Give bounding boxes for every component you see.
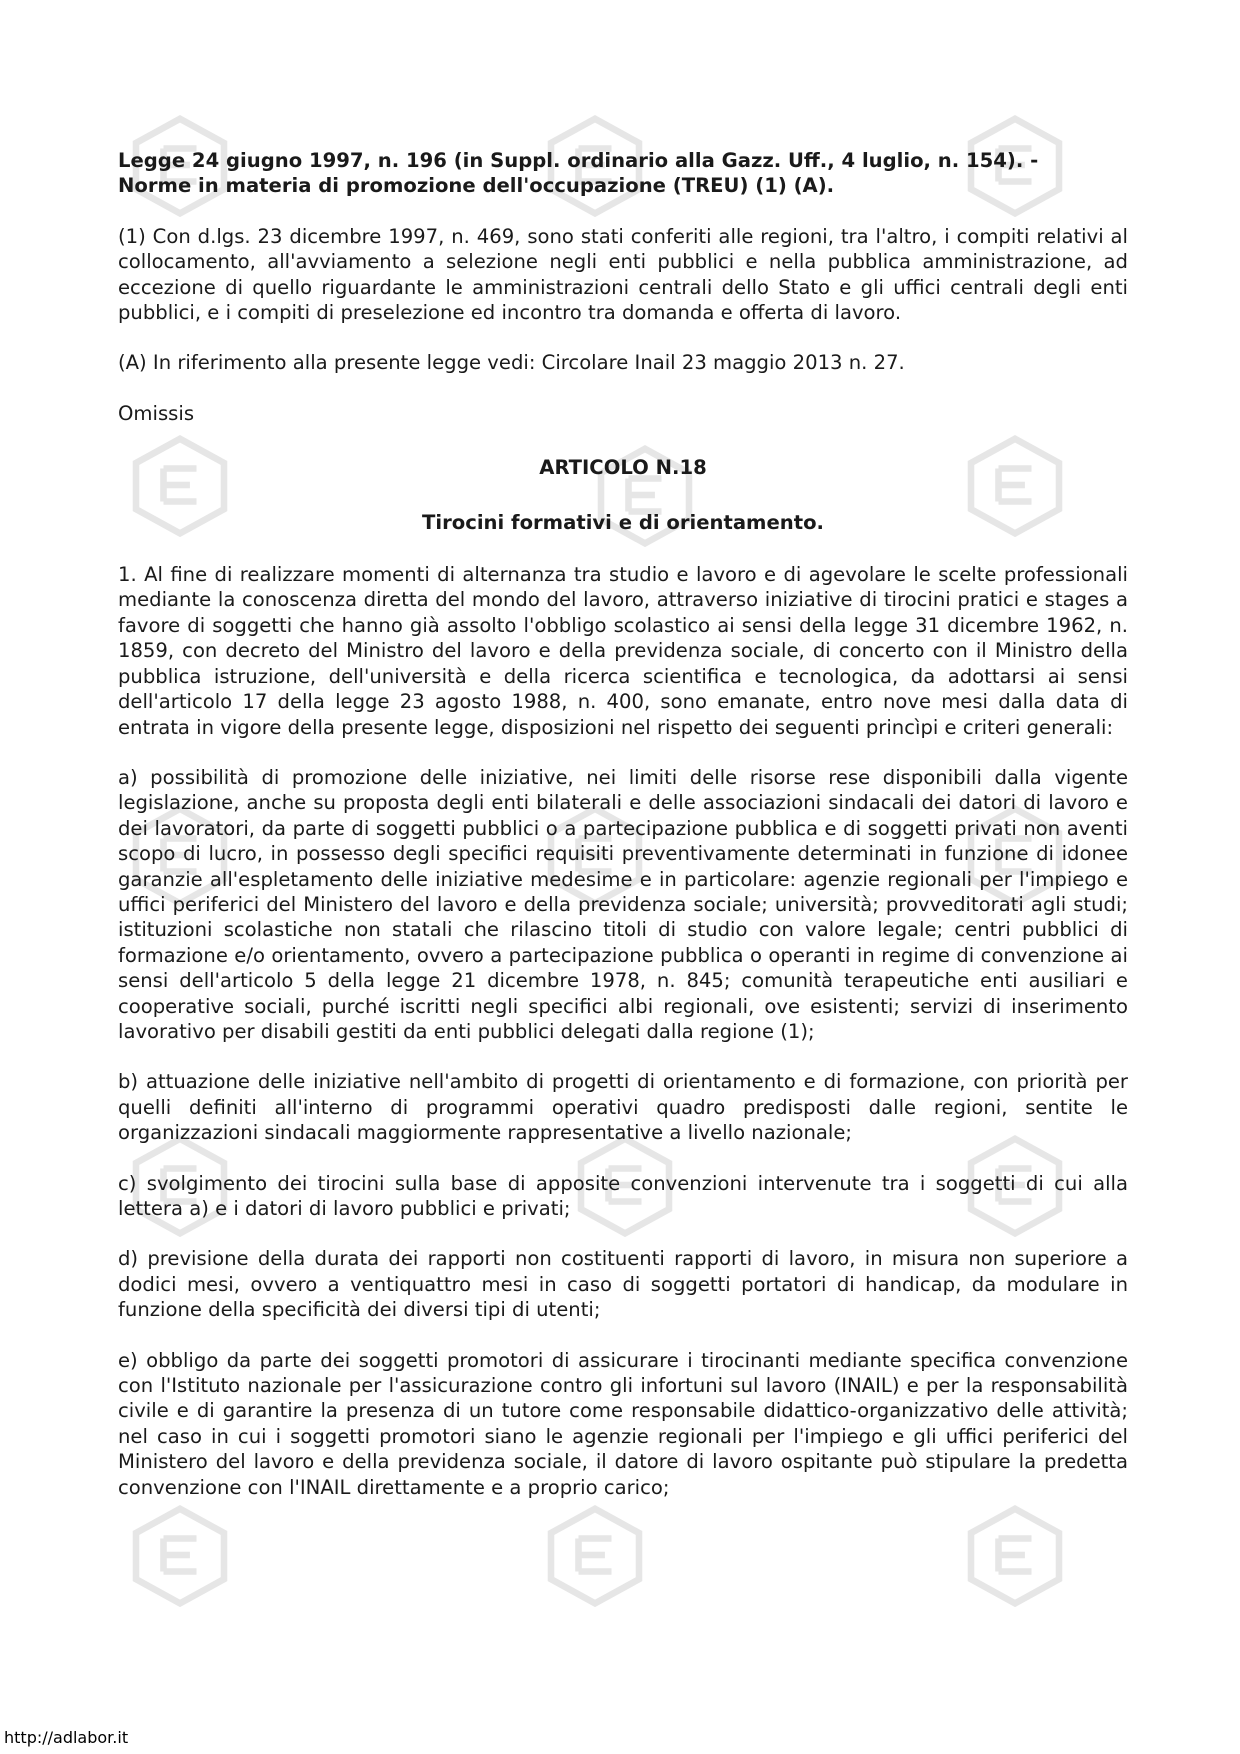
list-item-a: a) possibilità di promozione delle iniziative, nei limiti delle risorse rese disponibili dalla vigente legislazione, anche su proposta degli enti bilaterali e delle associazioni sindacali dei datori di lavoro e dei lavoratori, da parte di soggetti pubblici o a partecipazione pubblica e di soggetti privati non aventi scopo di lucro, in possesso degli specifici requisiti preventivamente determinati in funzione di idonee garanzie all'espletamento delle iniziative medesime e in particolare: agenzie regionali per l'impiego e uffici periferici del Ministero del lavoro e della previdenza sociale; università; provveditorati agli studi; istituzioni scolastiche non statali che rilascino titoli di studio con valore legale; centri pubblici di formazione e/o orientamento, ovvero a partecipazione pubblica o operanti in regime di convenzione ai sensi dell'articolo 5 della legge 21 dicembre 1978, n. 845; comunità terapeutiche enti ausiliari e cooperative sociali, purché iscritti negli specifici albi regionali, ove esistenti; servizi di inserimento lavorativo per disabili gestiti da enti pubblici delegati dalla regione (1); [118, 765, 1128, 1043]
article-paragraph-1: 1. Al fine di realizzare momenti di alternanza tra studio e lavoro e di agevolare le scelte professionali mediante la conoscenza diretta del mondo del lavoro, attraverso iniziative di tirocini pratici e stages a favore di soggetti che hanno già assolto l'obbligo scolastico ai sensi della legge 31 dicembre 1962, n. 1859, con decreto del Ministro del lavoro e della previdenza sociale, di concerto con il Ministro della pubblica istruzione, dell'università e della ricerca scientifica e tecnologica, da adottarsi ai sensi dell'articolo 17 della legge 23 agosto 1988, n. 400, sono emanate, entro nove mesi dalla data di entrata in vigore della presente legge, disposizioni nel rispetto dei seguenti princìpi e criteri generali: [118, 563, 1128, 739]
footnote-1: (1) Con d.lgs. 23 dicembre 1997, n. 469, sono stati conferiti alle regioni, tra l'altro, i compiti relativi al collocamento, all'avviamento a selezione negli enti pubblici e nella pubblica amministrazione, ad eccezione di quello riguardante le amministrazioni centrali dello Stato e gli uffici centrali degli enti pubblici, e i compiti di preselezione ed incontro tra domanda e offerta di lavoro. [118, 224, 1128, 325]
title-line-1: Legge 24 giugno 1997, n. 196 (in Suppl. ordinario alla Gazz. Uff., 4 luglio, n. 154). - [118, 149, 1039, 172]
article-subtitle: Tirocini formativi e di orientamento. [422, 510, 824, 534]
title-line-2: Norme in materia di promozione dell'occupazione (TREU) (1) (A). [118, 174, 835, 198]
list-item-b: b) attuazione delle iniziative nell'ambito di progetti di orientamento e di formazione, con priorità per quelli definiti all'interno di programmi operativi quadro predisposti dalle regioni, sentite le organizzazioni sindacali maggiormente rappresentative a livello nazionale; [118, 1070, 1128, 1145]
footnote-a: (A) In riferimento alla presente legge vedi: Circolare Inail 23 maggio 2013 n. 27. [118, 351, 905, 375]
footer-url[interactable]: http://adlabor.it [4, 1728, 129, 1747]
list-item-c: c) svolgimento dei tirocini sulla base di apposite convenzioni intervenute tra i soggetti di cui alla lettera a) e i datori di lavoro pubblici e privati; [118, 1171, 1128, 1220]
document-title [118, 148, 1128, 199]
list-item-d: d) previsione della durata dei rapporti non costituenti rapporti di lavoro, in misura non superiore a dodici mesi, ovvero a ventiquattro mesi in caso di soggetti portatori di handicap, da modulare in funzione della specificità dei diversi tipi di utenti; [118, 1247, 1128, 1322]
list-item-e: e) obbligo da parte dei soggetti promotori di assicurare i tirocinanti mediante specifica convenzione con l'Istituto nazionale per l'assicurazione contro gli infortuni sul lavoro (INAIL) e per la responsabilità civile e di garantire la presenza di un tutore come responsabile didattico-organizzativo delle attività; nel caso in cui i soggetti promotori siano le agenzie regionali per l'impiego e gli uffici periferici del Ministero del lavoro e della previdenza sociale, il datore di lavoro ospitante può stipulare la predetta convenzione con l'INAIL direttamente e a proprio carico; [118, 1348, 1128, 1499]
omissis-text: Omissis [118, 401, 195, 425]
article-heading: ARTICOLO N.18 [539, 456, 707, 480]
document-body [118, 148, 1128, 1525]
